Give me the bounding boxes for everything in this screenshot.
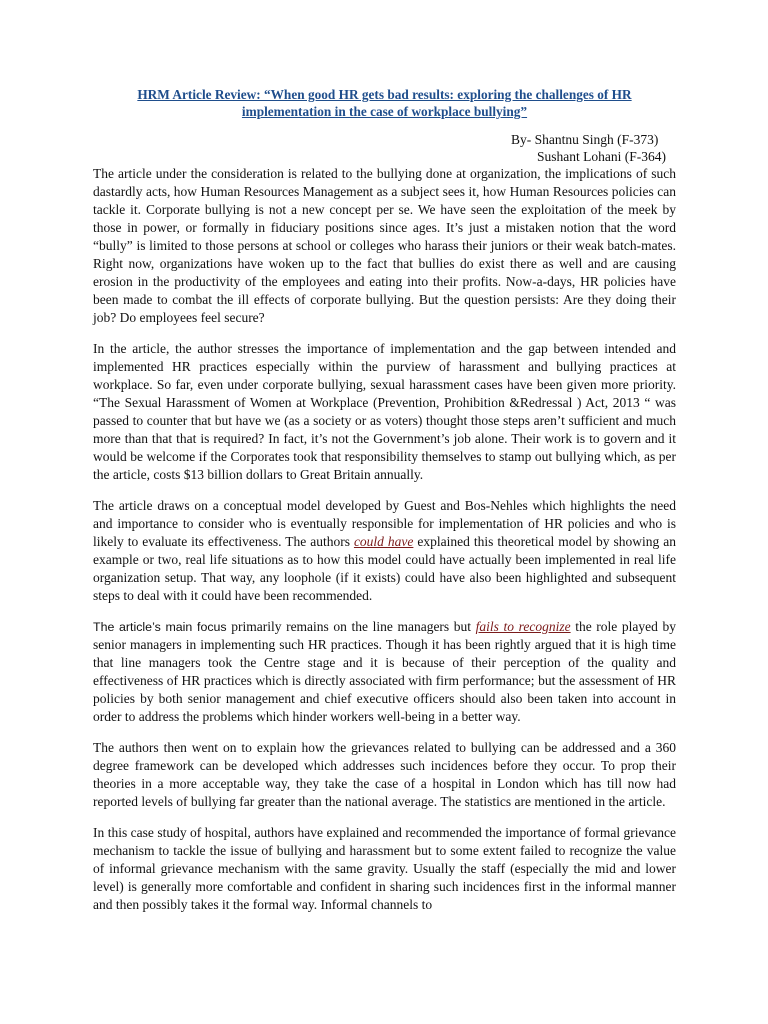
paragraph-4-lead: The article’s main focus [93, 620, 227, 634]
paragraph-4-text-b: the role played by senior managers in implementing such HR practices. Though it has been rightly argued that it is high time that line managers took the Centre stage and it is because of their perception of the quality and effectiveness of HR practices which is directly associated with firm performance; but the assessment of HR policies by both senior management and chief executive officers should also been taken into account in order to address the problems which hinder workers well-being in a better way. [93, 619, 676, 724]
paragraph-5: The authors then went on to explain how the grievances related to bullying can be addressed and a 360 degree framework can be developed which addresses such incidences before they occur. To prop their theories in a more acceptable way, they take the case of a hospital in London which has till now had reported levels of bullying far greater than the national average. The statistics are mentioned in the article. [93, 740, 676, 809]
author-2: Sushant Lohani (F-364) [537, 149, 666, 164]
article-title [93, 86, 676, 120]
author-block [511, 131, 676, 165]
paragraph-2: In the article, the author stresses the importance of implementation and the gap between intended and implemented HR practices especially within the purview of harassment and bullying practices at workplace. So far, even under corporate bullying, sexual harassment cases have been given more priority. “The Sexual Harassment of Women at Workplace (Prevention, Prohibition &Redressal ) Act, 2013 “ was passed to counter that but have we (as a society or as voters) thought those steps aren’t sufficient and much more than that that is required? In fact, it’s not the Government’s job alone. Their work is to govern and it would be welcome if the Corporates took that responsibility themselves to stamp out bullying which, as per the article, costs $13 billion dollars to Great Britain annually. [93, 341, 676, 482]
emphasis-could-have: could have [353, 534, 414, 549]
paragraph-6: In this case study of hospital, authors have explained and recommended the importance of formal grievance mechanism to tackle the issue of bullying and harassment but to some extent failed to recognize the value of informal grievance mechanism with the same gravity. Usually the staff (especially the mid and lower level) is generally more comfortable and confident in sharing such incidences first in the informal manner and then possibly takes it the formal way. Informal channels to [93, 825, 676, 912]
emphasis-fails-to-recognize: fails to recognize [475, 619, 571, 634]
paragraph-1: The article under the consideration is related to the bullying done at organization, the implications of such dastardly acts, how Human Resources Management as a subject sees it, how Human Resources policies can tackle it. Corporate bullying is not a new concept per se. We have seen the exploitation of the meek by those in power, or formally in fiduciary positions since ages. It’s just a mistaken notion that the word “bully” is limited to those persons at school or colleges who harass their juniors or their weak batch-mates. Right now, organizations have woken up to the fact that bullies do exist there as well and are causing erosion in the productivity of the employees and eating into their profits. Now-a-days, HR policies have been made to combat the ill effects of corporate bullying. But the question persists: Are they doing their job? Do employees feel secure? [93, 166, 676, 325]
author-1: By- Shantnu Singh (F-373) [511, 132, 659, 147]
title-line-2: implementation in the case of workplace bullying” [241, 104, 528, 119]
paragraph-3-text-a: The article draws on a conceptual model developed by Guest and Bos-Nehles which highlights the need and importance to consider who is eventually responsible for implementation of HR policies and who is likely to evaluate its effectiveness. The authors [93, 498, 676, 549]
paragraph-4-text-a: primarily remains on the line managers but [226, 619, 476, 634]
paragraph-3 [93, 497, 676, 605]
paragraph-4 [93, 618, 676, 726]
title-line-1: HRM Article Review: “When good HR gets bad results: exploring the challenges of HR [137, 87, 632, 102]
paragraph-3-text-b: explained this theoretical model by showing an example or two, real life situations as to how this model could have actually been implemented in real life organization setup. That way, any loophole (if it exists) could have also been highlighted and subsequent steps to deal with it could have been recommended. [93, 534, 676, 603]
